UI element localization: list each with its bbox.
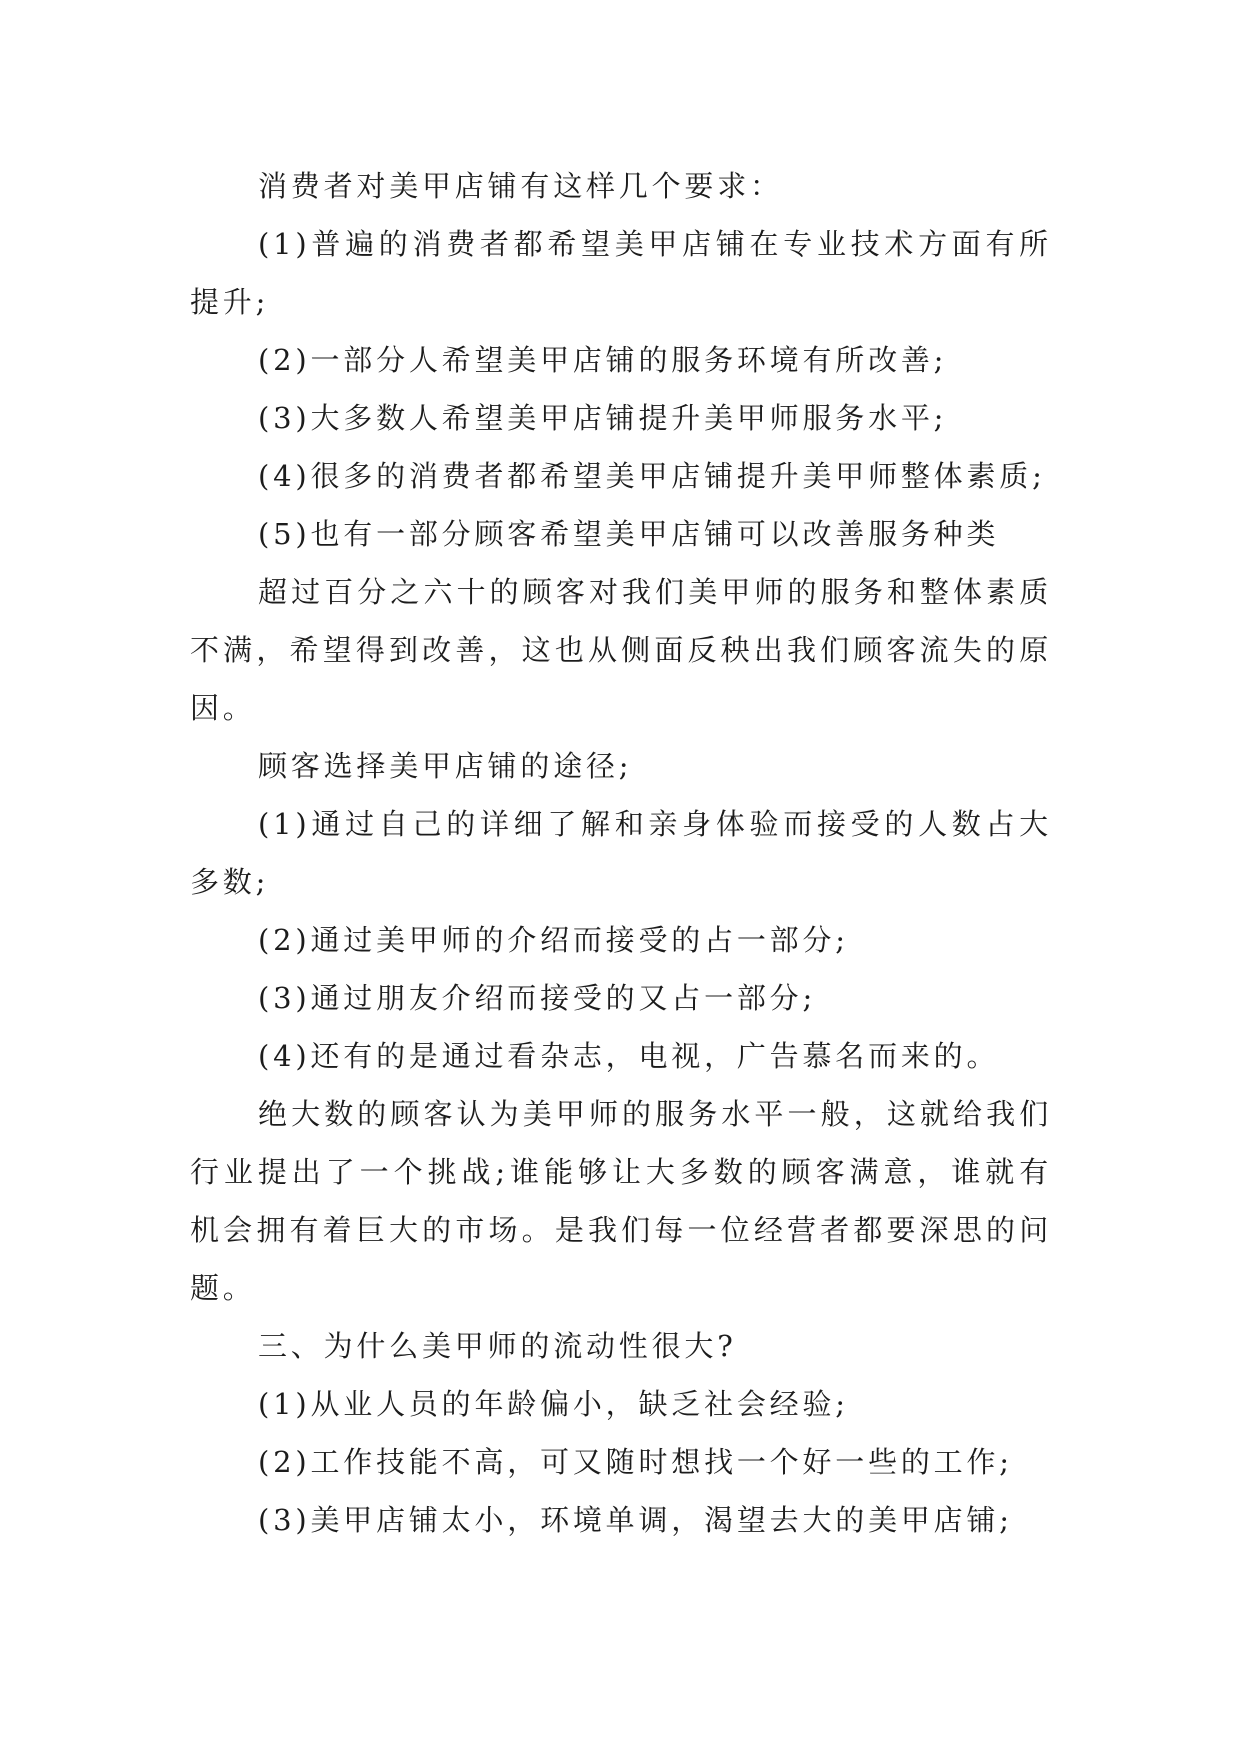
paragraph: (3)美甲店铺太小，环境单调，渴望去大的美甲店铺; xyxy=(258,1503,1013,1537)
paragraph: (1)普遍的消费者都希望美甲店铺在专业技术方面有所提升; xyxy=(190,227,1052,319)
paragraph: (2)一部分人希望美甲店铺的服务环境有所改善; xyxy=(258,343,948,377)
paragraph: 超过百分之六十的顾客对我们美甲师的服务和整体素质不满，希望得到改善，这也从侧面反秧出我们顾客流失的原因。 xyxy=(190,575,1052,725)
paragraph: (2)通过美甲师的介绍而接受的占一部分; xyxy=(258,923,849,957)
paragraph: (5)也有一部分顾客希望美甲店铺可以改善服务种类 xyxy=(258,517,1000,551)
paragraph: 消费者对美甲店铺有这样几个要求： xyxy=(258,169,783,203)
paragraph: (3)大多数人希望美甲店铺提升美甲师服务水平; xyxy=(258,401,948,435)
paragraph: (3)通过朋友介绍而接受的又占一部分; xyxy=(258,981,817,1015)
section-heading: 三、为什么美甲师的流动性很大? xyxy=(258,1329,737,1363)
paragraph: (1)从业人员的年龄偏小，缺乏社会经验; xyxy=(258,1387,849,1421)
paragraph: 绝大数的顾客认为美甲师的服务水平一般，这就给我们行业提出了一个挑战;谁能够让大多数的顾客满意，谁就有机会拥有着巨大的市场。是我们每一位经营者都要深思的问题。 xyxy=(190,1097,1052,1305)
paragraph: (1)通过自己的详细了解和亲身体验而接受的人数占大多数; xyxy=(190,807,1052,899)
paragraph: (4)还有的是通过看杂志，电视，广告慕名而来的。 xyxy=(258,1039,1000,1073)
paragraph: 顾客选择美甲店铺的途径; xyxy=(258,749,633,783)
paragraph: (4)很多的消费者都希望美甲店铺提升美甲师整体素质; xyxy=(258,459,1046,493)
document-body xyxy=(190,157,1052,1549)
paragraph: (2)工作技能不高，可又随时想找一个好一些的工作; xyxy=(258,1445,1013,1479)
